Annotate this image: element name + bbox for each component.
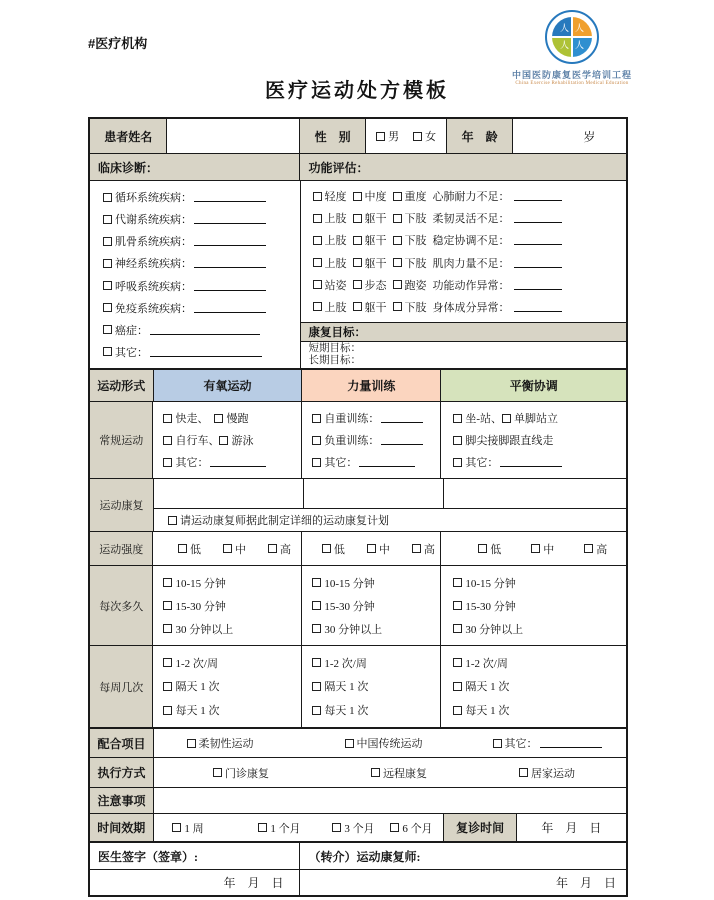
rehab-strength-input[interactable] (304, 479, 444, 508)
checkbox[interactable] (313, 214, 322, 223)
diagnosis-item: 免疫系统疾病： (103, 300, 296, 316)
rehab-note: 请运动康复师据此制定详细的运动康复计划 (154, 509, 626, 531)
revisit-date-input[interactable]: 年 月 日 (541, 821, 602, 835)
checkbox[interactable] (453, 414, 462, 423)
checkbox[interactable] (393, 236, 402, 245)
prescription-table (88, 117, 628, 897)
assessment-row: 上肢 躯干 下肢 稳定协调不足： (313, 232, 622, 248)
assessment-row: 站姿 步态 跑姿 功能动作异常： (313, 277, 622, 293)
exercise-form-header-row (90, 368, 626, 401)
duration-label: 每次多久 (90, 566, 153, 645)
assessment-row: 上肢 躯干 下肢 柔韧灵活不足： (313, 210, 622, 226)
checkbox[interactable] (163, 578, 172, 587)
female-checkbox[interactable] (413, 132, 422, 141)
checkbox[interactable] (313, 280, 322, 289)
checkbox[interactable] (453, 658, 462, 667)
column-aerobic: 有氧运动 (154, 370, 303, 401)
checkbox[interactable] (412, 544, 421, 553)
regular-exercise-label: 常规运动 (90, 402, 153, 478)
doctor-date-input[interactable]: 年 月 日 (90, 870, 300, 895)
regular-balance-cell: 坐-站、 单脚站立 脚尖接脚跟直线走 其它： (441, 402, 626, 478)
fill-line[interactable] (514, 213, 562, 223)
fill-line[interactable] (514, 302, 562, 312)
page-title: 医疗运动处方模板 (265, 80, 449, 102)
cooperate-label: 配合项目 (90, 729, 154, 757)
checkbox[interactable] (371, 768, 380, 777)
frequency-label: 每周几次 (90, 646, 153, 727)
gender-label: 性 别 (300, 119, 366, 153)
fill-line[interactable] (500, 457, 562, 467)
checkbox[interactable] (367, 544, 376, 553)
revisit-label: 复诊时间 (444, 814, 516, 841)
checkbox[interactable] (312, 601, 321, 610)
signature-row (90, 841, 626, 869)
checkbox[interactable] (268, 544, 277, 553)
checkbox[interactable] (163, 458, 172, 467)
fill-line[interactable] (194, 303, 266, 313)
checkbox[interactable] (163, 436, 172, 445)
section-header-row (90, 153, 626, 180)
checkbox[interactable] (502, 414, 511, 423)
validity-label: 时间效期 (90, 814, 154, 841)
checkbox[interactable] (163, 414, 172, 423)
patient-name-label: 患者姓名 (90, 119, 167, 153)
patient-name-input[interactable] (167, 119, 300, 153)
rehab-aerobic-input[interactable] (154, 479, 304, 508)
checkbox[interactable] (172, 823, 181, 832)
checkbox[interactable] (103, 193, 112, 202)
execution-options: 门诊康复 远程康复 居家运动 (154, 758, 626, 787)
gender-male-option: 男 (376, 128, 399, 144)
fill-line[interactable] (381, 435, 423, 445)
gender-options (366, 119, 447, 153)
checkbox[interactable] (312, 414, 321, 423)
therapist-date-input[interactable]: 年 月 日 (555, 876, 616, 890)
logo-figure: 人 (560, 40, 570, 50)
frequency-balance: 1-2 次/周 隔天 1 次 每天 1 次 (441, 646, 626, 727)
checkbox[interactable] (163, 658, 172, 667)
duration-balance: 10-15 分钟 15-30 分钟 30 分钟以上 (441, 566, 626, 645)
goals-body[interactable] (301, 342, 626, 368)
frequency-row (90, 645, 626, 727)
regular-strength-cell: 自重训练： 负重训练： 其它： (302, 402, 441, 478)
checkbox[interactable] (103, 259, 112, 268)
checkbox[interactable] (223, 544, 232, 553)
male-checkbox[interactable] (376, 132, 385, 141)
checkbox[interactable] (313, 192, 322, 201)
checkbox[interactable] (390, 823, 399, 832)
checkbox[interactable] (103, 237, 112, 246)
checkbox[interactable] (163, 601, 172, 610)
intensity-label: 运动强度 (90, 532, 153, 565)
checkbox[interactable] (453, 601, 462, 610)
checkbox[interactable] (168, 516, 177, 525)
age-label: 年 龄 (447, 119, 513, 153)
fill-line[interactable] (210, 457, 266, 467)
diagnosis-item: 癌症： (103, 322, 296, 338)
assessment-row: 上肢 躯干 下肢 身体成分异常： (313, 299, 622, 315)
duration-aerobic: 10-15 分钟 15-30 分钟 30 分钟以上 (153, 566, 302, 645)
checkbox[interactable] (312, 706, 321, 715)
diagnosis-item: 肌骨系统疾病： (103, 233, 296, 249)
checkbox[interactable] (163, 706, 172, 715)
validity-options: 1 周 1 个月 3 个月 6 个月 (154, 814, 445, 841)
exercise-rehab-body (154, 479, 626, 531)
assessment-goals-column (301, 181, 626, 368)
checkbox[interactable] (353, 236, 362, 245)
cooperate-row (90, 727, 626, 757)
checkbox[interactable] (312, 578, 321, 587)
checkbox[interactable] (214, 414, 223, 423)
fill-line[interactable] (359, 457, 415, 467)
frequency-aerobic: 1-2 次/周 隔天 1 次 每天 1 次 (153, 646, 302, 727)
diagnosis-item: 循环系统疾病： (103, 189, 296, 205)
notes-row (90, 787, 626, 813)
checkbox[interactable] (393, 258, 402, 267)
logo-figure: 人 (574, 40, 584, 50)
checkbox[interactable] (393, 280, 402, 289)
therapist-signature-label: （转介）运动康复师: (308, 849, 421, 864)
checkbox[interactable] (519, 768, 528, 777)
checkbox[interactable] (353, 280, 362, 289)
column-strength: 力量训练 (302, 370, 441, 401)
column-balance: 平衡协调 (441, 370, 626, 401)
duration-strength: 10-15 分钟 15-30 分钟 30 分钟以上 (302, 566, 441, 645)
diagnosis-item: 神经系统疾病： (103, 255, 296, 271)
checkbox[interactable] (453, 682, 462, 691)
checkbox[interactable] (103, 215, 112, 224)
checkbox[interactable] (353, 214, 362, 223)
logo-caption: 中国医防康复医学培训工程 (512, 70, 633, 80)
intensity-row (90, 531, 626, 565)
checkbox[interactable] (312, 458, 321, 467)
fill-line[interactable] (514, 258, 562, 268)
age-unit: 岁 (583, 129, 596, 144)
checkbox[interactable] (584, 544, 593, 553)
intensity-aerobic: 低 中 高 (153, 532, 302, 565)
long-term-goal-label: 长期目标： (308, 355, 362, 366)
diagnosis-item: 其它： (103, 344, 296, 360)
diagnosis-list (90, 181, 301, 368)
checkbox[interactable] (313, 236, 322, 245)
checkbox[interactable] (312, 658, 321, 667)
fill-line[interactable] (540, 738, 602, 748)
checkbox[interactable] (322, 544, 331, 553)
patient-row (90, 119, 626, 153)
doctor-signature-label: 医生签字（签章）: (90, 843, 300, 869)
checkbox[interactable] (313, 302, 322, 311)
goals-title: 康复目标： (301, 323, 626, 342)
checkbox[interactable] (187, 739, 196, 748)
diagnosis-item: 呼吸系统疾病： (103, 278, 296, 294)
checkbox[interactable] (103, 325, 112, 334)
exercise-rehab-row (90, 478, 626, 531)
logo-figure: 人 (574, 23, 584, 33)
diagnosis-item: 代谢系统疾病： (103, 211, 296, 227)
fill-line[interactable] (381, 413, 423, 423)
notes-input[interactable] (154, 788, 626, 813)
logo-caption-en: China Exercise Rehabilitation Medical Education (515, 81, 629, 86)
assessment-title: 功能评估： (300, 154, 626, 180)
execution-label: 执行方式 (90, 758, 154, 787)
checkbox[interactable] (103, 281, 112, 290)
rehab-balance-input[interactable] (444, 479, 626, 508)
assessment-list (301, 181, 626, 323)
intensity-balance: 低 中 高 (441, 532, 626, 565)
fill-line[interactable] (194, 281, 266, 291)
checkbox[interactable] (453, 624, 462, 633)
validity-row (90, 813, 626, 841)
checkbox[interactable] (453, 578, 462, 587)
checkbox[interactable] (178, 544, 187, 553)
checkbox[interactable] (103, 303, 112, 312)
regular-exercise-row (90, 401, 626, 478)
checkbox[interactable] (493, 739, 502, 748)
checkbox[interactable] (313, 258, 322, 267)
fill-line[interactable] (150, 325, 260, 335)
checkbox[interactable] (393, 192, 402, 201)
checkbox[interactable] (478, 544, 487, 553)
checkbox[interactable] (353, 192, 362, 201)
checkbox[interactable] (103, 347, 112, 356)
short-term-goal-label: 短期目标： (308, 343, 362, 354)
checkbox[interactable] (332, 823, 341, 832)
assessment-row: 上肢 躯干 下肢 肌肉力量不足： (313, 255, 622, 271)
logo-quadrants (552, 17, 592, 57)
fill-line[interactable] (194, 236, 266, 246)
checkbox[interactable] (453, 706, 462, 715)
fill-line[interactable] (514, 235, 562, 245)
exercise-rehab-label: 运动康复 (90, 479, 154, 531)
gender-female-option: 女 (413, 128, 436, 144)
checkbox[interactable] (219, 436, 228, 445)
checkbox[interactable] (393, 214, 402, 223)
frequency-strength: 1-2 次/周 隔天 1 次 每天 1 次 (302, 646, 441, 727)
signature-date-row (90, 869, 626, 895)
checkbox[interactable] (345, 739, 354, 748)
checkbox[interactable] (353, 302, 362, 311)
fill-line[interactable] (150, 347, 262, 357)
fill-line[interactable] (194, 192, 266, 202)
intensity-strength: 低 中 高 (302, 532, 441, 565)
checkbox[interactable] (393, 302, 402, 311)
execution-row (90, 757, 626, 787)
checkbox[interactable] (453, 458, 462, 467)
logo-figure: 人 (560, 23, 570, 33)
fill-line[interactable] (194, 258, 266, 268)
fill-line[interactable] (194, 214, 266, 224)
checkbox[interactable] (258, 823, 267, 832)
organization-tag: #医疗机构 (88, 36, 148, 51)
regular-aerobic-cell: 快走、 慢跑 自行车、 游泳 其它： (153, 402, 302, 478)
cooperate-options: 柔韧性运动 中国传统运动 其它： (154, 729, 626, 757)
fill-line[interactable] (514, 191, 562, 201)
fill-line[interactable] (514, 280, 562, 290)
checkbox[interactable] (312, 436, 321, 445)
notes-label: 注意事项 (90, 788, 154, 813)
checkbox[interactable] (163, 682, 172, 691)
checkbox[interactable] (312, 682, 321, 691)
exercise-form-label: 运动形式 (90, 370, 154, 401)
diagnosis-assessment-row (90, 180, 626, 368)
checkbox[interactable] (312, 624, 321, 633)
assessment-row: 轻度 中度 重度 心肺耐力不足： (313, 188, 622, 204)
age-input[interactable] (513, 119, 626, 153)
checkbox[interactable] (353, 258, 362, 267)
logo-ring (545, 10, 599, 64)
checkbox[interactable] (163, 624, 172, 633)
checkbox[interactable] (453, 436, 462, 445)
checkbox[interactable] (531, 544, 540, 553)
duration-row (90, 565, 626, 645)
diagnosis-title: 临床诊断： (90, 154, 300, 180)
checkbox[interactable] (213, 768, 222, 777)
